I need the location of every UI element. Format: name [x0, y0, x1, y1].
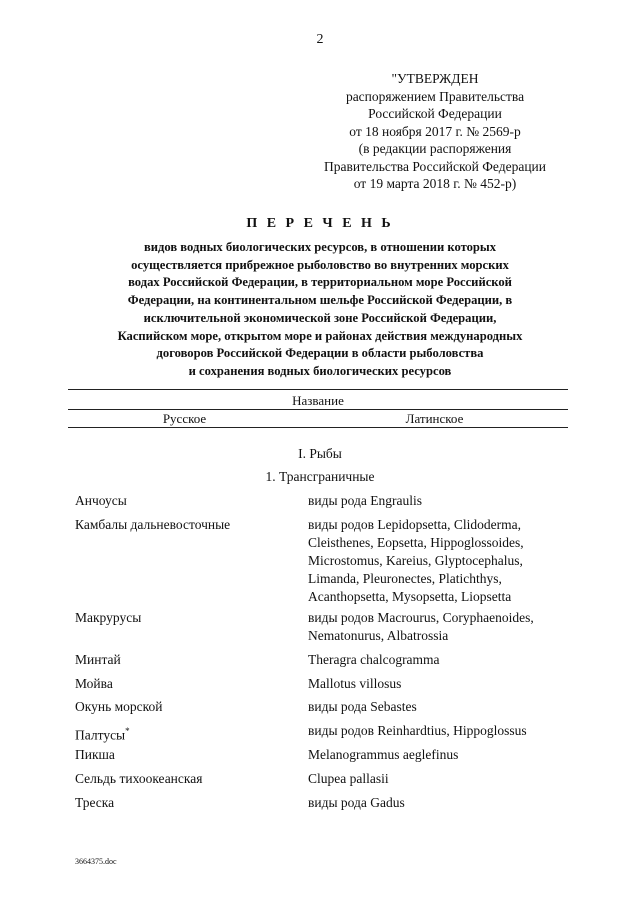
latin-name: виды родов Macrourus, Coryphaenoides, Nematonurus, Albatrossia: [308, 610, 534, 643]
approval-line: Правительства Российской Федерации: [324, 158, 546, 174]
subsection-title: 1. Трансграничные: [265, 469, 375, 484]
latin-name: виды рода Gadus: [308, 795, 405, 810]
approval-line: распоряжением Правительства: [345, 88, 525, 104]
subtitle-line: осуществляется прибрежное рыболовство во внутренних морских: [131, 257, 509, 272]
approval-line: Российской Федерации: [368, 106, 502, 121]
document-subtitle: [60, 239, 580, 381]
subtitle-line: Федерации, на континентальном шельфе Российской Федерации, в: [127, 293, 513, 308]
latin-name: Melanogrammus aeglefinus: [308, 747, 459, 762]
latin-name: виды родов Lepidopsetta, Clidoderma, Cleisthenes, Eopsetta, Hippoglossoides, Microstomus, Kareius, Glyptocephalus, Limanda, Pleuronectes, Platichthys, Acanthopsetta, Mysopsetta, Liopsetta: [308, 517, 524, 604]
latin-name: виды родов Reinhardtius, Hippoglossus: [308, 723, 527, 738]
russian-name: Треска: [75, 795, 115, 810]
russian-name: Анчоусы: [75, 493, 127, 508]
russian-name: Окунь морской: [75, 699, 163, 714]
russian-name: Пикша: [75, 747, 115, 762]
table-top-rule: [68, 389, 568, 390]
approval-line: от 19 марта 2018 г. № 452-р): [353, 176, 517, 191]
approval-line: "УТВЕРЖДЕН: [391, 71, 479, 86]
table-header-russian: Русское: [162, 411, 207, 426]
section-title: I. Рыбы: [298, 446, 342, 461]
subtitle-line: исключительной экономической зоне Российской Федерации,: [143, 310, 497, 325]
russian-name: Палтусы*: [75, 726, 130, 743]
approval-block: [300, 70, 570, 193]
russian-name: Макрурусы: [75, 610, 142, 625]
table-header-name: Название: [292, 393, 344, 408]
document-heading: П Е Р Е Ч Е Н Ь: [246, 216, 394, 231]
latin-name: Theragra chalcogramma: [308, 652, 440, 667]
footnote-marker: *: [125, 726, 130, 736]
subtitle-line: видов водных биологических ресурсов, в отношении которых: [143, 240, 497, 254]
subtitle-line: договоров Российской Федерации в области рыболовства: [156, 346, 484, 361]
russian-name: Мойва: [75, 676, 113, 691]
subtitle-line: и сохранения водных биологических ресурсов: [188, 363, 452, 378]
latin-name: Clupea pallasii: [308, 771, 389, 786]
page-number: 2: [316, 32, 324, 47]
table-header-latin: Латинское: [405, 411, 464, 426]
russian-name: Минтай: [75, 652, 121, 667]
latin-name: виды рода Sebastes: [308, 699, 417, 714]
file-reference: 3664375.doc: [75, 857, 117, 866]
latin-name: Mallotus villosus: [308, 676, 402, 691]
russian-name: Камбалы дальневосточные: [75, 517, 231, 532]
table-header-rule: [68, 409, 568, 410]
latin-name: виды рода Engraulis: [308, 493, 422, 508]
approval-line: от 18 ноября 2017 г. № 2569-р: [349, 123, 521, 139]
table-bottom-rule: [68, 427, 568, 428]
subtitle-line: Каспийском море, открытом море и районах действия международных: [117, 328, 523, 343]
russian-name: Сельдь тихоокеанская: [75, 771, 203, 786]
subtitle-line: водах Российской Федерации, в территориальном море Российской: [128, 275, 512, 290]
approval-line: (в редакции распоряжения: [358, 141, 512, 156]
